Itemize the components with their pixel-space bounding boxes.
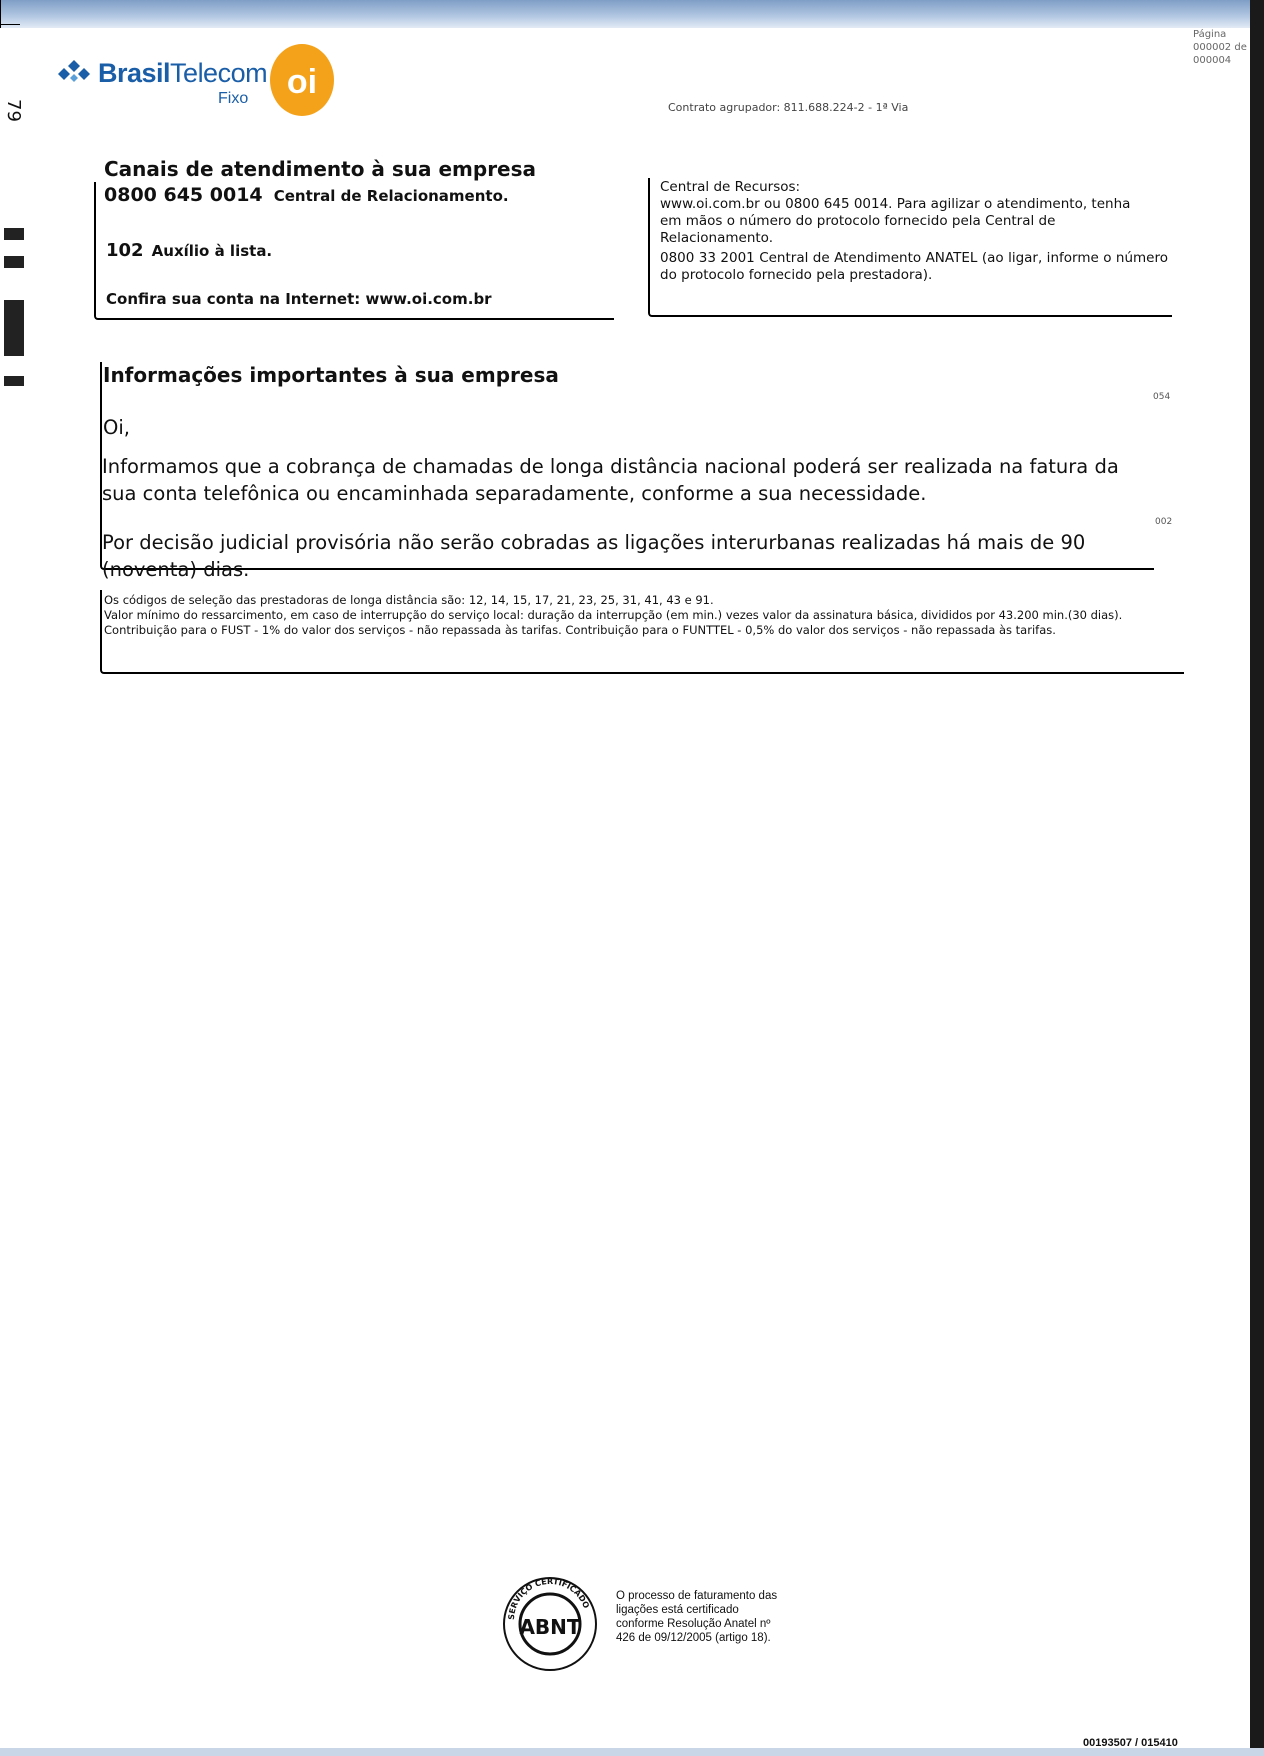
central-phone-label: Central de Relacionamento. [273,187,509,205]
notes-text [104,593,1180,638]
message-paragraph-1: Informamos que a cobrança de chamadas de longa distância nacional poderá ser realizada na fatura da sua conta telefônica ou encaminhada separadamente, conforme a sua necessidade. [102,455,1119,505]
seal-letters: ABNT [519,1615,581,1639]
side-page-number: 79 [2,99,24,122]
note-line: Valor mínimo do ressarcimento, em caso de interrupção do serviço local: duração da interrupção (em min.) vezes valor da assinatura básica, divididos por 43.200 min.(30 dias). [104,608,1123,622]
message-paragraph-2: Por decisão judicial provisória não serão cobradas as ligações interurbanas realizadas há mais de 90 (noventa) dias. [102,531,1086,581]
anatel-text: 0800 33 2001 Central de Atendimento ANATEL (ao ligar, informe o número do protocolo fornecido pela prestadora). [660,250,1168,283]
note-line: Os códigos de seleção das prestadoras de longa distância são: 12, 14, 15, 17, 21, 23, 25, 31, 41, 43 e 91. [104,593,714,607]
contract-number: Contrato agrupador: 811.688.224-2 - 1ª Via [668,101,909,114]
scan-mark [4,256,24,268]
corner-mark [0,0,1,28]
central-phone: 0800 645 0014 [104,184,263,206]
aux-number: 102 [106,240,144,261]
logo-subtitle: Fixo [218,90,249,107]
scan-mark [4,376,24,386]
scan-mark [4,300,24,356]
greeting: Oi, [103,416,130,439]
scan-right-edge [1250,0,1264,1756]
recursos-text: www.oi.com.br ou 0800 645 0014. Para agilizar o atendimento, tenha em mãos o número do protocolo fornecido pela Central de Relacionamento. [660,196,1131,246]
note-line: Contribuição para o FUST - 1% do valor dos serviços - não repassada às tarifas. Contribuição para o FUNTTEL - 0,5% do valor dos serviços - não repassada às tarifas. [104,623,1056,637]
informacoes-title: Informações importantes à sua empresa [103,363,559,387]
document-code: 00193507 / 015410 [1083,1737,1178,1749]
scan-bottom-band [0,1748,1264,1756]
internet-link-text: Confira sua conta na Internet: www.oi.com.br [106,290,492,308]
central-phone-line [104,184,509,206]
scan-top-band [0,0,1250,28]
recursos-title: Central de Recursos: [660,179,801,195]
aux-label: Auxílio à lista. [151,242,273,260]
aux-line [106,240,272,261]
message-code: 054 [1153,392,1171,402]
seal-ring-text: SERVIÇO CERTIFICADO [506,1576,591,1621]
message-code: 002 [1155,517,1173,527]
brasil-telecom-wordmark: BrasilTelecom [98,58,268,88]
scan-mark [4,228,24,240]
abnt-certification-text: O processo de faturamento das ligações está certificado conforme Resolução Anatel nº 426 de 09/12/2005 (artigo 18). [616,1590,778,1644]
corner-mark [0,24,20,25]
abnt-certification-seal [496,1566,604,1674]
canais-title: Canais de atendimento à sua empresa [104,157,537,181]
page-label: Página 000002 de 000004 [1193,29,1247,66]
oi-logo: oi [270,44,334,116]
brasil-telecom-emblem-icon [58,58,92,88]
